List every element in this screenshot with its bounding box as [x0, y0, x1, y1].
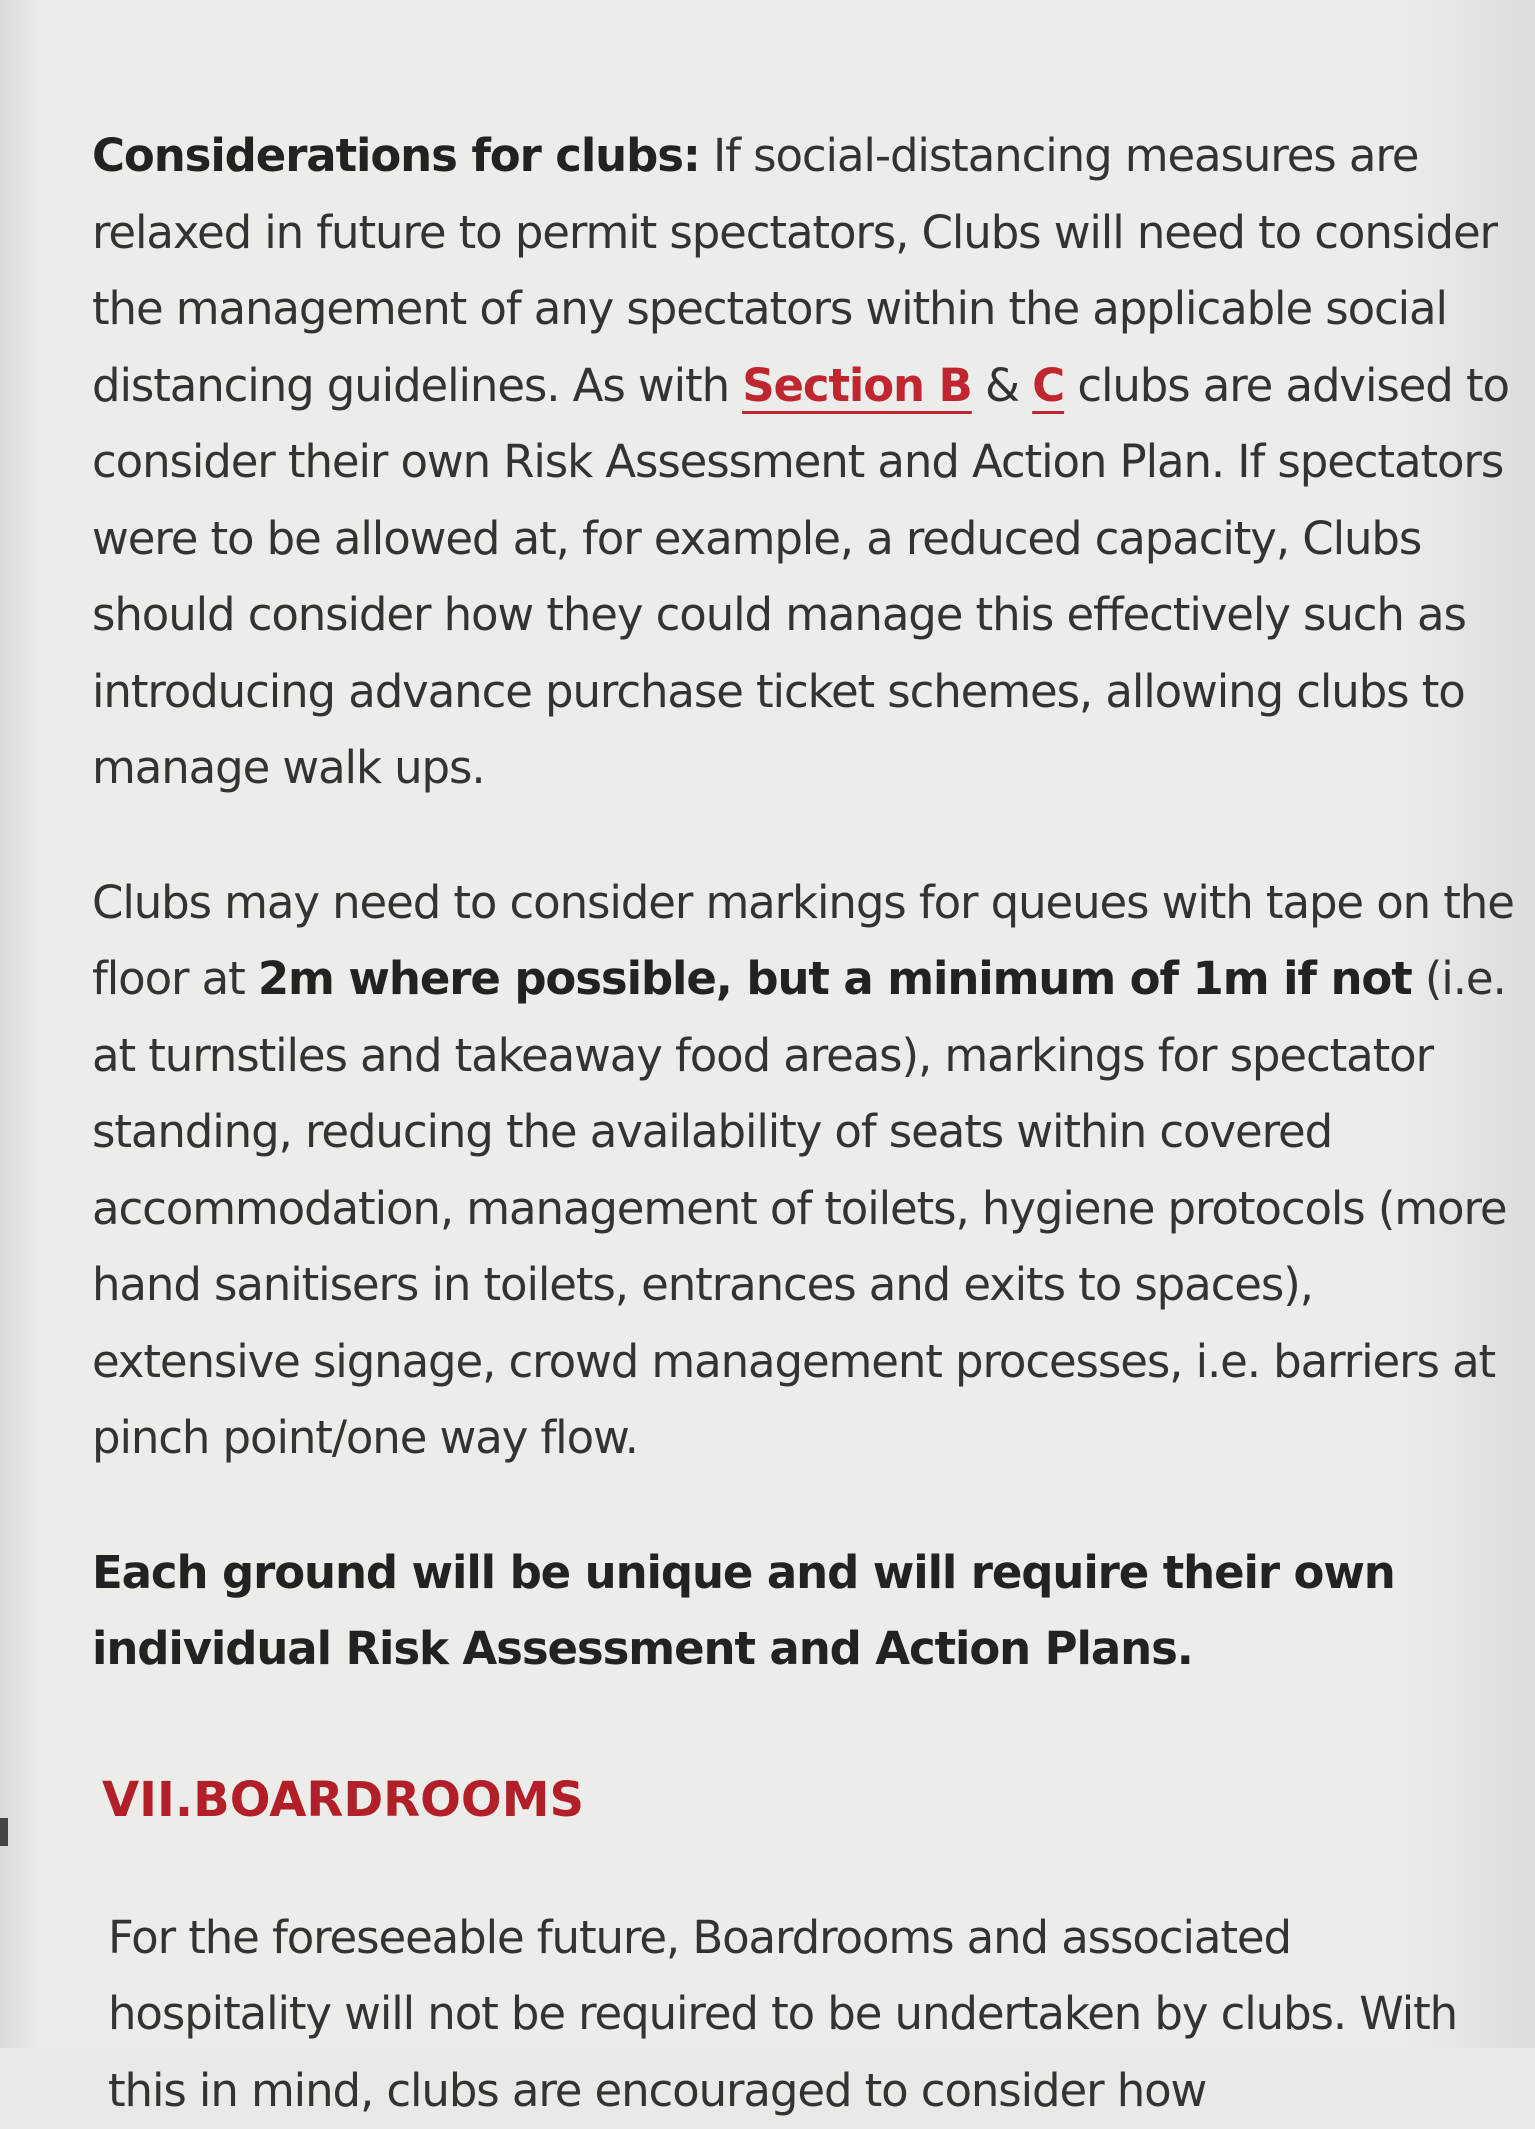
boardrooms-paragraph: For the foreseeable future, Boardrooms and associated hospitality will not be required to be undertaken by clubs. With this in mind, clubs are encouraged to consider how [108, 1900, 1522, 2129]
paragraph-text: clubs are advised to consider their own Risk Assessment and Action Plan. If spectators were to be allowed at, for example, a reduced capacity, Clubs should consider how they could manage this effectively such as introducing advance purchase ticket schemes, allowing clubs to manage walk ups. [92, 359, 1509, 795]
paragraph-text: Clubs may need to consider markings for queues with tape on the floor at [92, 876, 1514, 1006]
page-edge-mark [0, 1818, 8, 1846]
distance-emphasis: 2m where possible, but a minimum of 1m if not [258, 952, 1412, 1005]
section-b-link[interactable]: Section B [742, 359, 972, 412]
spectators-paragraph [92, 118, 1522, 807]
paragraph-text: If social-distancing measures are relaxed in future to permit spectators, Clubs will need to consider the management of any spectators within the applicable social distancing guidelines. As with [92, 129, 1497, 412]
boardrooms-heading: VII.BOARDROOMS [102, 1760, 1522, 1840]
section-c-link[interactable]: C [1032, 359, 1064, 412]
ampersand: & [972, 359, 1032, 412]
document-content [92, 118, 1522, 2129]
considerations-lead: Considerations for clubs: [92, 129, 700, 182]
paragraph-text: (i.e. at turnstiles and takeaway food areas), markings for spectator standing, reducing the availability of seats within covered accommodation, management of toilets, hygiene protocols (more hand sanitisers in toilets, entrances and exits to spaces), extensive signage, crowd management processes, i.e. barriers at pinch point/one way flow. [92, 952, 1506, 1464]
unique-ground-paragraph: Each ground will be unique and will require their own individual Risk Assessment and Action Plans. [92, 1535, 1522, 1688]
queue-markings-paragraph [92, 865, 1522, 1477]
